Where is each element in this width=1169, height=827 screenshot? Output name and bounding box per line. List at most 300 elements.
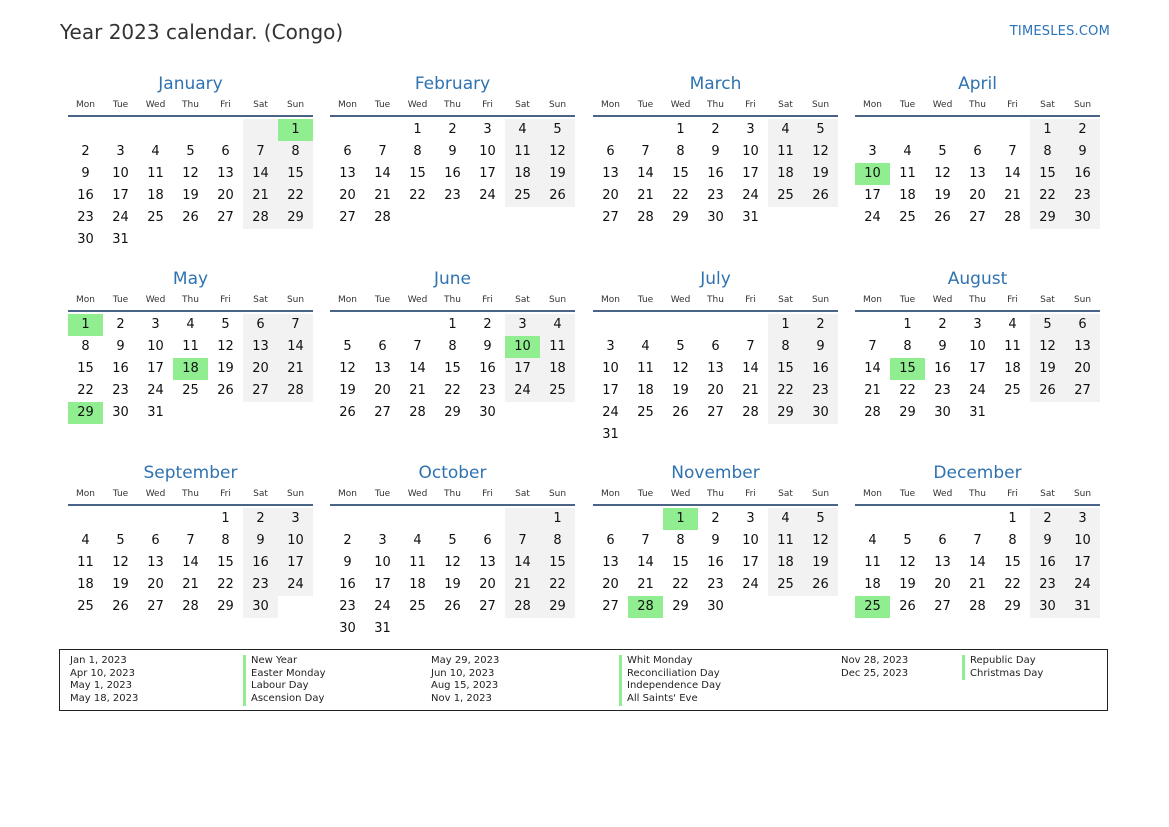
weekday-label: Wed	[932, 295, 953, 305]
day-cell: 16	[1065, 163, 1100, 185]
weekday-label: Sun	[286, 489, 305, 499]
empty-cell	[435, 508, 470, 530]
day-cell: 8	[676, 533, 685, 548]
day-cell: 15	[444, 361, 461, 376]
weekday-label: Fri	[1007, 100, 1018, 110]
day-cell: 23	[1065, 185, 1100, 207]
day-cell: 17	[479, 166, 496, 181]
weekday-label: Thu	[444, 100, 461, 110]
day-cell: 7	[378, 144, 387, 159]
holiday-name: Independence Day	[619, 680, 721, 693]
day-cell: 12	[803, 530, 838, 552]
day-cell: 7	[641, 144, 650, 159]
day-cell: 20	[602, 188, 619, 203]
day-cell: 6	[606, 144, 615, 159]
day-cell: 5	[803, 508, 838, 530]
day-cell: 9	[81, 166, 90, 181]
day-cell: 16	[444, 166, 461, 181]
weekday-header	[593, 484, 838, 506]
day-cell: 20	[602, 577, 619, 592]
empty-cell	[505, 508, 540, 530]
weekday-label: Mon	[76, 295, 95, 305]
weekday-label: Mon	[76, 489, 95, 499]
day-cell: 27	[602, 210, 619, 225]
weekday-label: Mon	[338, 100, 357, 110]
day-cell: 5	[676, 339, 685, 354]
legend-names	[243, 655, 326, 706]
day-cell: 14	[243, 163, 278, 185]
day-cell: 31	[112, 232, 129, 247]
weekday-label: Thu	[444, 295, 461, 305]
weekday-label: Sat	[253, 295, 268, 305]
day-cell: 4	[768, 119, 803, 141]
day-cell: 19	[672, 383, 689, 398]
day-cell: 5	[343, 339, 352, 354]
holiday-name: New Year	[243, 655, 326, 668]
holiday-name: Whit Monday	[619, 655, 721, 668]
day-cell: 21	[969, 577, 986, 592]
day-cell: 5	[803, 119, 838, 141]
weekday-label: Sat	[253, 100, 268, 110]
day-cell: 26	[803, 185, 838, 207]
day-cell: 11	[77, 555, 94, 570]
day-cell: 6	[711, 339, 720, 354]
day-cell: 9	[711, 144, 720, 159]
weekday-label: Sat	[778, 100, 793, 110]
day-cell: 3	[746, 511, 755, 526]
day-cell: 28	[864, 405, 881, 420]
weekday-label: Thu	[182, 295, 199, 305]
day-cell: 13	[479, 555, 496, 570]
day-cell: 20	[707, 383, 724, 398]
day-cell: 31	[969, 405, 986, 420]
day-cell: 1	[1030, 119, 1065, 141]
day-cell: 24	[374, 599, 391, 614]
holiday-name: Labour Day	[243, 680, 326, 693]
legend-dates	[70, 655, 138, 706]
day-cell: 10	[112, 166, 129, 181]
empty-cell	[330, 119, 365, 141]
day-cell: 29	[899, 405, 916, 420]
day-cell: 8	[540, 530, 575, 552]
day-cell: 5	[116, 533, 125, 548]
weekday-label: Mon	[863, 100, 882, 110]
weekday-label: Fri	[220, 489, 231, 499]
day-cell: 5	[540, 119, 575, 141]
day-cell: 21	[1004, 188, 1021, 203]
day-grid	[330, 508, 575, 640]
weekday-label: Mon	[338, 489, 357, 499]
weekday-header	[330, 95, 575, 117]
day-cell: 14	[505, 552, 540, 574]
day-cell: 17	[278, 552, 313, 574]
day-cell: 13	[1065, 336, 1100, 358]
day-cell: 10	[1065, 530, 1100, 552]
day-cell: 9	[243, 530, 278, 552]
holiday-date: May 29, 2023	[431, 655, 500, 666]
day-cell: 17	[742, 555, 759, 570]
day-cell: 19	[540, 163, 575, 185]
day-cell: 6	[483, 533, 492, 548]
day-cell: 2	[711, 122, 720, 137]
weekday-label: Sat	[253, 489, 268, 499]
day-cell: 16	[339, 577, 356, 592]
day-cell: 26	[899, 599, 916, 614]
day-cell: 29	[768, 402, 803, 424]
day-cell: 8	[278, 141, 313, 163]
day-cell: 19	[803, 163, 838, 185]
empty-cell	[138, 508, 173, 530]
day-cell: 24	[505, 380, 540, 402]
day-cell: 15	[890, 358, 925, 380]
day-cell: 19	[217, 361, 234, 376]
holiday-date: Jun 10, 2023	[431, 667, 495, 679]
day-cell: 5	[186, 144, 195, 159]
month-title: September	[143, 463, 238, 483]
day-cell: 16	[707, 555, 724, 570]
weekday-label: Fri	[1007, 295, 1018, 305]
empty-cell	[173, 119, 208, 141]
day-cell: 7	[1008, 144, 1017, 159]
day-cell: 10	[505, 336, 540, 358]
day-cell: 9	[448, 144, 457, 159]
day-cell: 21	[637, 577, 654, 592]
day-cell: 6	[378, 339, 387, 354]
weekday-label: Sun	[811, 100, 830, 110]
day-cell: 19	[112, 577, 129, 592]
empty-cell	[960, 119, 995, 141]
day-cell: 17	[969, 361, 986, 376]
day-cell: 10	[969, 339, 986, 354]
empty-cell	[365, 119, 400, 141]
day-cell: 23	[243, 574, 278, 596]
day-cell: 7	[973, 533, 982, 548]
weekday-label: Wed	[145, 100, 166, 110]
empty-cell	[103, 119, 138, 141]
day-cell: 5	[903, 533, 912, 548]
day-cell: 1	[768, 314, 803, 336]
month-title: February	[414, 74, 491, 94]
weekday-label: Mon	[863, 295, 882, 305]
empty-cell	[103, 508, 138, 530]
weekday-header	[855, 484, 1100, 506]
day-cell: 6	[151, 533, 160, 548]
weekday-label: Mon	[338, 295, 357, 305]
day-cell: 19	[899, 577, 916, 592]
day-cell: 13	[602, 166, 619, 181]
day-cell: 18	[173, 358, 208, 380]
day-cell: 23	[444, 188, 461, 203]
day-cell: 17	[864, 188, 881, 203]
empty-cell	[400, 314, 435, 336]
day-cell: 4	[186, 317, 195, 332]
day-cell: 7	[505, 530, 540, 552]
day-cell: 14	[864, 361, 881, 376]
month-december	[855, 462, 1100, 618]
day-cell: 23	[1030, 574, 1065, 596]
day-cell: 15	[278, 163, 313, 185]
day-cell: 18	[505, 163, 540, 185]
month-may	[68, 268, 313, 424]
weekday-label: Wed	[670, 489, 691, 499]
day-cell: 25	[899, 210, 916, 225]
weekday-label: Sun	[1073, 100, 1092, 110]
day-cell: 30	[77, 232, 94, 247]
day-cell: 15	[1004, 555, 1021, 570]
day-cell: 6	[1065, 314, 1100, 336]
day-cell: 4	[768, 508, 803, 530]
day-cell: 8	[676, 144, 685, 159]
weekday-label: Mon	[601, 489, 620, 499]
day-cell: 28	[1004, 210, 1021, 225]
weekday-label: Mon	[601, 295, 620, 305]
day-cell: 31	[147, 405, 164, 420]
day-cell: 29	[444, 405, 461, 420]
day-cell: 21	[278, 358, 313, 380]
day-cell: 29	[540, 596, 575, 618]
day-cell: 24	[742, 188, 759, 203]
day-grid	[330, 314, 575, 424]
day-cell: 10	[374, 555, 391, 570]
day-cell: 4	[151, 144, 160, 159]
day-cell: 6	[606, 533, 615, 548]
day-cell: 11	[637, 361, 654, 376]
day-cell: 14	[409, 361, 426, 376]
day-cell: 12	[182, 166, 199, 181]
day-cell: 12	[217, 339, 234, 354]
weekday-label: Sun	[811, 489, 830, 499]
day-cell: 3	[116, 144, 125, 159]
day-grid	[855, 314, 1100, 424]
weekday-label: Thu	[182, 100, 199, 110]
day-cell: 29	[217, 599, 234, 614]
empty-cell	[663, 314, 698, 336]
empty-cell	[68, 119, 103, 141]
day-cell: 17	[742, 166, 759, 181]
day-grid	[855, 119, 1100, 229]
day-cell: 30	[243, 596, 278, 618]
weekday-label: Mon	[863, 489, 882, 499]
day-cell: 3	[1065, 508, 1100, 530]
month-title: January	[158, 74, 223, 94]
day-cell: 6	[343, 144, 352, 159]
holiday-name: Ascension Day	[243, 693, 326, 706]
day-cell: 11	[540, 336, 575, 358]
day-cell: 4	[1008, 317, 1017, 332]
day-cell: 13	[374, 361, 391, 376]
day-cell: 27	[339, 210, 356, 225]
month-title: April	[958, 74, 997, 94]
day-cell: 8	[768, 336, 803, 358]
day-cell: 21	[409, 383, 426, 398]
month-title: May	[172, 269, 209, 289]
day-cell: 17	[147, 361, 164, 376]
day-cell: 31	[602, 427, 619, 442]
day-cell: 12	[672, 361, 689, 376]
day-cell: 11	[182, 339, 199, 354]
day-cell: 6	[221, 144, 230, 159]
weekday-label: Wed	[932, 100, 953, 110]
day-cell: 5	[1030, 314, 1065, 336]
weekday-label: Fri	[1007, 489, 1018, 499]
empty-cell	[698, 314, 733, 336]
day-cell: 20	[339, 188, 356, 203]
day-cell: 7	[641, 533, 650, 548]
day-cell: 4	[868, 533, 877, 548]
day-cell: 16	[707, 166, 724, 181]
page-title: Year 2023 calendar. (Congo)	[60, 20, 344, 44]
day-cell: 22	[672, 188, 689, 203]
day-cell: 4	[413, 533, 422, 548]
day-cell: 30	[707, 210, 724, 225]
day-cell: 27	[969, 210, 986, 225]
weekday-label: Tue	[899, 295, 916, 305]
day-cell: 28	[243, 207, 278, 229]
weekday-label: Mon	[601, 100, 620, 110]
day-grid	[330, 119, 575, 229]
weekday-label: Wed	[407, 295, 428, 305]
day-cell: 25	[637, 405, 654, 420]
day-cell: 13	[339, 166, 356, 181]
day-cell: 29	[1004, 599, 1021, 614]
day-cell: 27	[602, 599, 619, 614]
day-cell: 28	[505, 596, 540, 618]
weekday-label: Tue	[374, 295, 391, 305]
month-title: December	[933, 463, 1022, 483]
empty-cell	[593, 119, 628, 141]
day-cell: 2	[938, 317, 947, 332]
day-cell: 30	[803, 402, 838, 424]
day-cell: 10	[479, 144, 496, 159]
day-cell: 9	[938, 339, 947, 354]
day-cell: 7	[868, 339, 877, 354]
empty-cell	[855, 119, 890, 141]
day-cell: 3	[746, 122, 755, 137]
holiday-date: Aug 15, 2023	[431, 680, 499, 692]
day-cell: 1	[413, 122, 422, 137]
weekday-label: Fri	[745, 100, 756, 110]
day-cell: 25	[855, 596, 890, 618]
day-cell: 14	[182, 555, 199, 570]
day-cell: 2	[1030, 508, 1065, 530]
day-cell: 8	[1030, 141, 1065, 163]
day-cell: 6	[243, 314, 278, 336]
day-cell: 25	[768, 574, 803, 596]
day-cell: 11	[147, 166, 164, 181]
day-cell: 25	[147, 210, 164, 225]
site-link[interactable]: TIMESLES.COM	[1009, 24, 1110, 39]
day-cell: 11	[768, 141, 803, 163]
day-cell: 14	[374, 166, 391, 181]
day-cell: 26	[803, 574, 838, 596]
weekday-label: Tue	[112, 489, 129, 499]
day-cell: 13	[969, 166, 986, 181]
weekday-label: Fri	[482, 100, 493, 110]
holiday-date: Dec 25, 2023	[841, 667, 909, 679]
empty-cell	[960, 508, 995, 530]
day-cell: 2	[1065, 119, 1100, 141]
day-cell: 8	[221, 533, 230, 548]
day-cell: 16	[479, 361, 496, 376]
day-cell: 20	[374, 383, 391, 398]
weekday-header	[330, 484, 575, 506]
weekday-label: Thu	[182, 489, 199, 499]
day-cell: 16	[112, 361, 129, 376]
day-cell: 9	[116, 339, 125, 354]
day-cell: 20	[969, 188, 986, 203]
weekday-label: Sat	[1040, 489, 1055, 499]
day-cell: 25	[182, 383, 199, 398]
day-cell: 18	[540, 358, 575, 380]
day-cell: 12	[339, 361, 356, 376]
holiday-legend	[59, 649, 1108, 711]
day-cell: 15	[217, 555, 234, 570]
day-cell: 10	[147, 339, 164, 354]
day-cell: 11	[768, 530, 803, 552]
weekday-label: Fri	[220, 295, 231, 305]
weekday-label: Fri	[482, 489, 493, 499]
day-cell: 19	[182, 188, 199, 203]
day-cell: 21	[505, 574, 540, 596]
day-cell: 14	[278, 336, 313, 358]
weekday-label: Tue	[899, 489, 916, 499]
day-cell: 24	[1065, 574, 1100, 596]
day-grid	[68, 508, 313, 618]
day-cell: 7	[243, 141, 278, 163]
day-cell: 23	[707, 188, 724, 203]
day-cell: 19	[803, 552, 838, 574]
empty-cell	[330, 508, 365, 530]
weekday-label: Wed	[932, 489, 953, 499]
weekday-header	[855, 290, 1100, 312]
day-cell: 17	[602, 383, 619, 398]
day-cell: 27	[374, 405, 391, 420]
day-cell: 14	[637, 166, 654, 181]
weekday-label: Thu	[707, 100, 724, 110]
day-cell: 25	[768, 185, 803, 207]
weekday-label: Fri	[745, 295, 756, 305]
weekday-label: Wed	[407, 489, 428, 499]
day-cell: 9	[803, 336, 838, 358]
day-cell: 22	[1004, 577, 1021, 592]
day-cell: 20	[934, 577, 951, 592]
day-cell: 31	[374, 621, 391, 636]
day-cell: 2	[116, 317, 125, 332]
empty-cell	[365, 314, 400, 336]
day-cell: 27	[1065, 380, 1100, 402]
day-cell: 14	[1004, 166, 1021, 181]
empty-cell	[890, 508, 925, 530]
empty-cell	[855, 508, 890, 530]
day-cell: 21	[243, 185, 278, 207]
day-cell: 29	[672, 210, 689, 225]
day-cell: 17	[505, 358, 540, 380]
day-cell: 8	[903, 339, 912, 354]
empty-cell	[208, 119, 243, 141]
day-cell: 10	[855, 163, 890, 185]
month-march	[593, 73, 838, 229]
weekday-label: Tue	[112, 100, 129, 110]
day-cell: 12	[540, 141, 575, 163]
day-cell: 3	[973, 317, 982, 332]
day-cell: 27	[217, 210, 234, 225]
empty-cell	[593, 314, 628, 336]
day-cell: 30	[339, 621, 356, 636]
day-cell: 18	[409, 577, 426, 592]
day-cell: 14	[742, 361, 759, 376]
day-cell: 4	[505, 119, 540, 141]
day-cell: 29	[68, 402, 103, 424]
